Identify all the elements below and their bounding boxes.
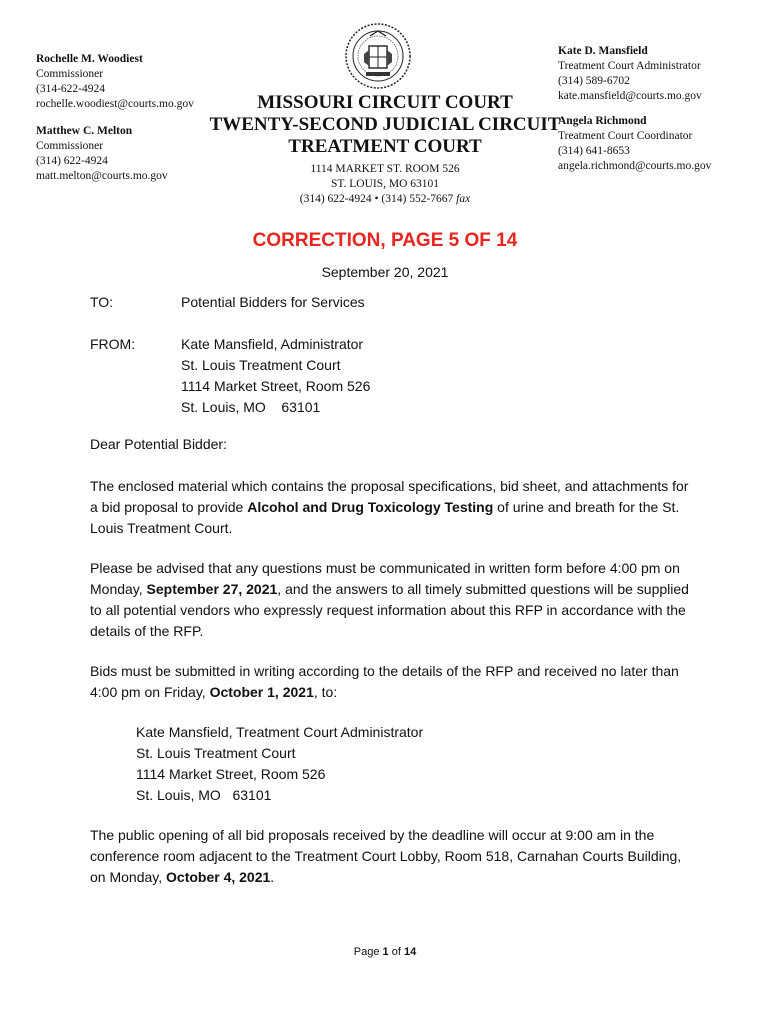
from-line: St. Louis, MO 63101 [181, 399, 321, 415]
from-line: 1114 Market Street, Room 526 [181, 378, 371, 394]
contact-name: Kate D. Mansfield [558, 45, 648, 57]
contact-email: matt.melton@courts.mo.gov [36, 170, 168, 182]
court-address-line1: 1114 MARKET ST. ROOM 526 [310, 163, 460, 175]
paragraph-submission [90, 661, 690, 703]
paragraph-text: The public opening of all bid proposals received by the deadline will occur at 9:00 am in the conference room adjacent to the Treatment Court Lobby, Room 518, Carnahan Courts Building, on Monday, [90, 827, 682, 885]
contact-title: Commissioner [36, 140, 104, 152]
page-word: Page [353, 946, 380, 958]
court-phones: (314) 622-4924 • (314) 552-7667 [299, 193, 454, 205]
left-contacts [36, 52, 194, 184]
of-word: of [391, 946, 401, 958]
submission-address [136, 722, 423, 806]
paragraph-text: Please be advised that any questions must be communicated in written form before 4:00 pm on Monday, [90, 560, 680, 597]
contact-email: kate.mansfield@courts.mo.gov [558, 90, 702, 102]
paragraph-text: , to: [313, 684, 338, 700]
paragraph-text: Bids must be submitted in writing according to the details of the RFP and received no later than 4:00 pm on Friday, [90, 663, 679, 700]
court-name-line2: TWENTY-SECOND JUDICIAL CIRCUIT [209, 114, 561, 135]
page-total: 14 [403, 946, 417, 958]
contact-melton [36, 124, 194, 184]
bid-deadline: October 1, 2021 [209, 684, 314, 700]
page-number: 1 [382, 946, 389, 958]
contact-email: angela.richmond@courts.mo.gov [558, 160, 712, 172]
court-heading [200, 92, 570, 207]
contact-richmond [558, 114, 711, 174]
court-seal-icon [344, 22, 412, 90]
contact-name: Angela Richmond [558, 115, 647, 127]
paragraph-text: , and the answers to all timely submitted questions will be supplied to all potential vendors who expressly request information about this RFP in accordance with the details of the RFP. [90, 581, 689, 639]
right-contacts [558, 44, 711, 174]
contact-mansfield [558, 44, 711, 104]
paragraph-text: . [270, 869, 275, 885]
correction-heading: CORRECTION, PAGE 5 OF 14 [252, 230, 518, 251]
contact-title: Treatment Court Administrator [558, 60, 701, 72]
opening-date: October 4, 2021 [166, 869, 271, 885]
from-block [181, 334, 370, 418]
contact-name: Rochelle M. Woodiest [36, 53, 143, 65]
paragraph-text: of urine and breath for the St. Louis Treatment Court. [90, 499, 680, 536]
address-line: 1114 Market Street, Room 526 [136, 766, 326, 782]
fax-label: fax [456, 193, 471, 205]
page-footer [0, 946, 770, 958]
contact-title: Commissioner [36, 68, 104, 80]
court-name-line1: MISSOURI CIRCUIT COURT [257, 92, 513, 113]
contact-woodiest [36, 52, 194, 112]
contact-email: rochelle.woodiest@courts.mo.gov [36, 98, 194, 110]
contact-name: Matthew C. Melton [36, 125, 133, 137]
from-line: Kate Mansfield, Administrator [181, 336, 364, 352]
paragraph-text: The enclosed material which contains the proposal specifications, bid sheet, and attachments for a bid proposal to provide [90, 478, 689, 515]
contact-phone: (314) 641-8653 [558, 145, 630, 157]
court-phone-line [200, 192, 570, 207]
court-address [200, 162, 570, 207]
paragraph-opening [90, 825, 690, 888]
court-address-line2: ST. LOUIS, MO 63101 [330, 178, 440, 190]
court-name-line3: TREATMENT COURT [288, 136, 482, 157]
contact-phone: (314) 622-4924 [36, 155, 108, 167]
to-value: Potential Bidders for Services [181, 294, 365, 310]
question-deadline: September 27, 2021 [146, 581, 278, 597]
contact-phone: (314-622-4924 [36, 83, 105, 95]
contact-title: Treatment Court Coordinator [558, 130, 693, 142]
paragraph-enclosed [90, 476, 690, 539]
paragraph-questions [90, 558, 690, 642]
from-line: St. Louis Treatment Court [181, 357, 341, 373]
from-label: FROM: [90, 336, 136, 352]
address-line: St. Louis Treatment Court [136, 745, 296, 761]
service-name: Alcohol and Drug Toxicology Testing [247, 499, 494, 515]
address-line: Kate Mansfield, Treatment Court Administrator [136, 724, 424, 740]
to-label: TO: [90, 294, 114, 310]
salutation: Dear Potential Bidder: [90, 436, 227, 452]
address-line: St. Louis, MO 63101 [136, 787, 272, 803]
contact-phone: (314) 589-6702 [558, 75, 630, 87]
letter-date: September 20, 2021 [321, 264, 449, 280]
